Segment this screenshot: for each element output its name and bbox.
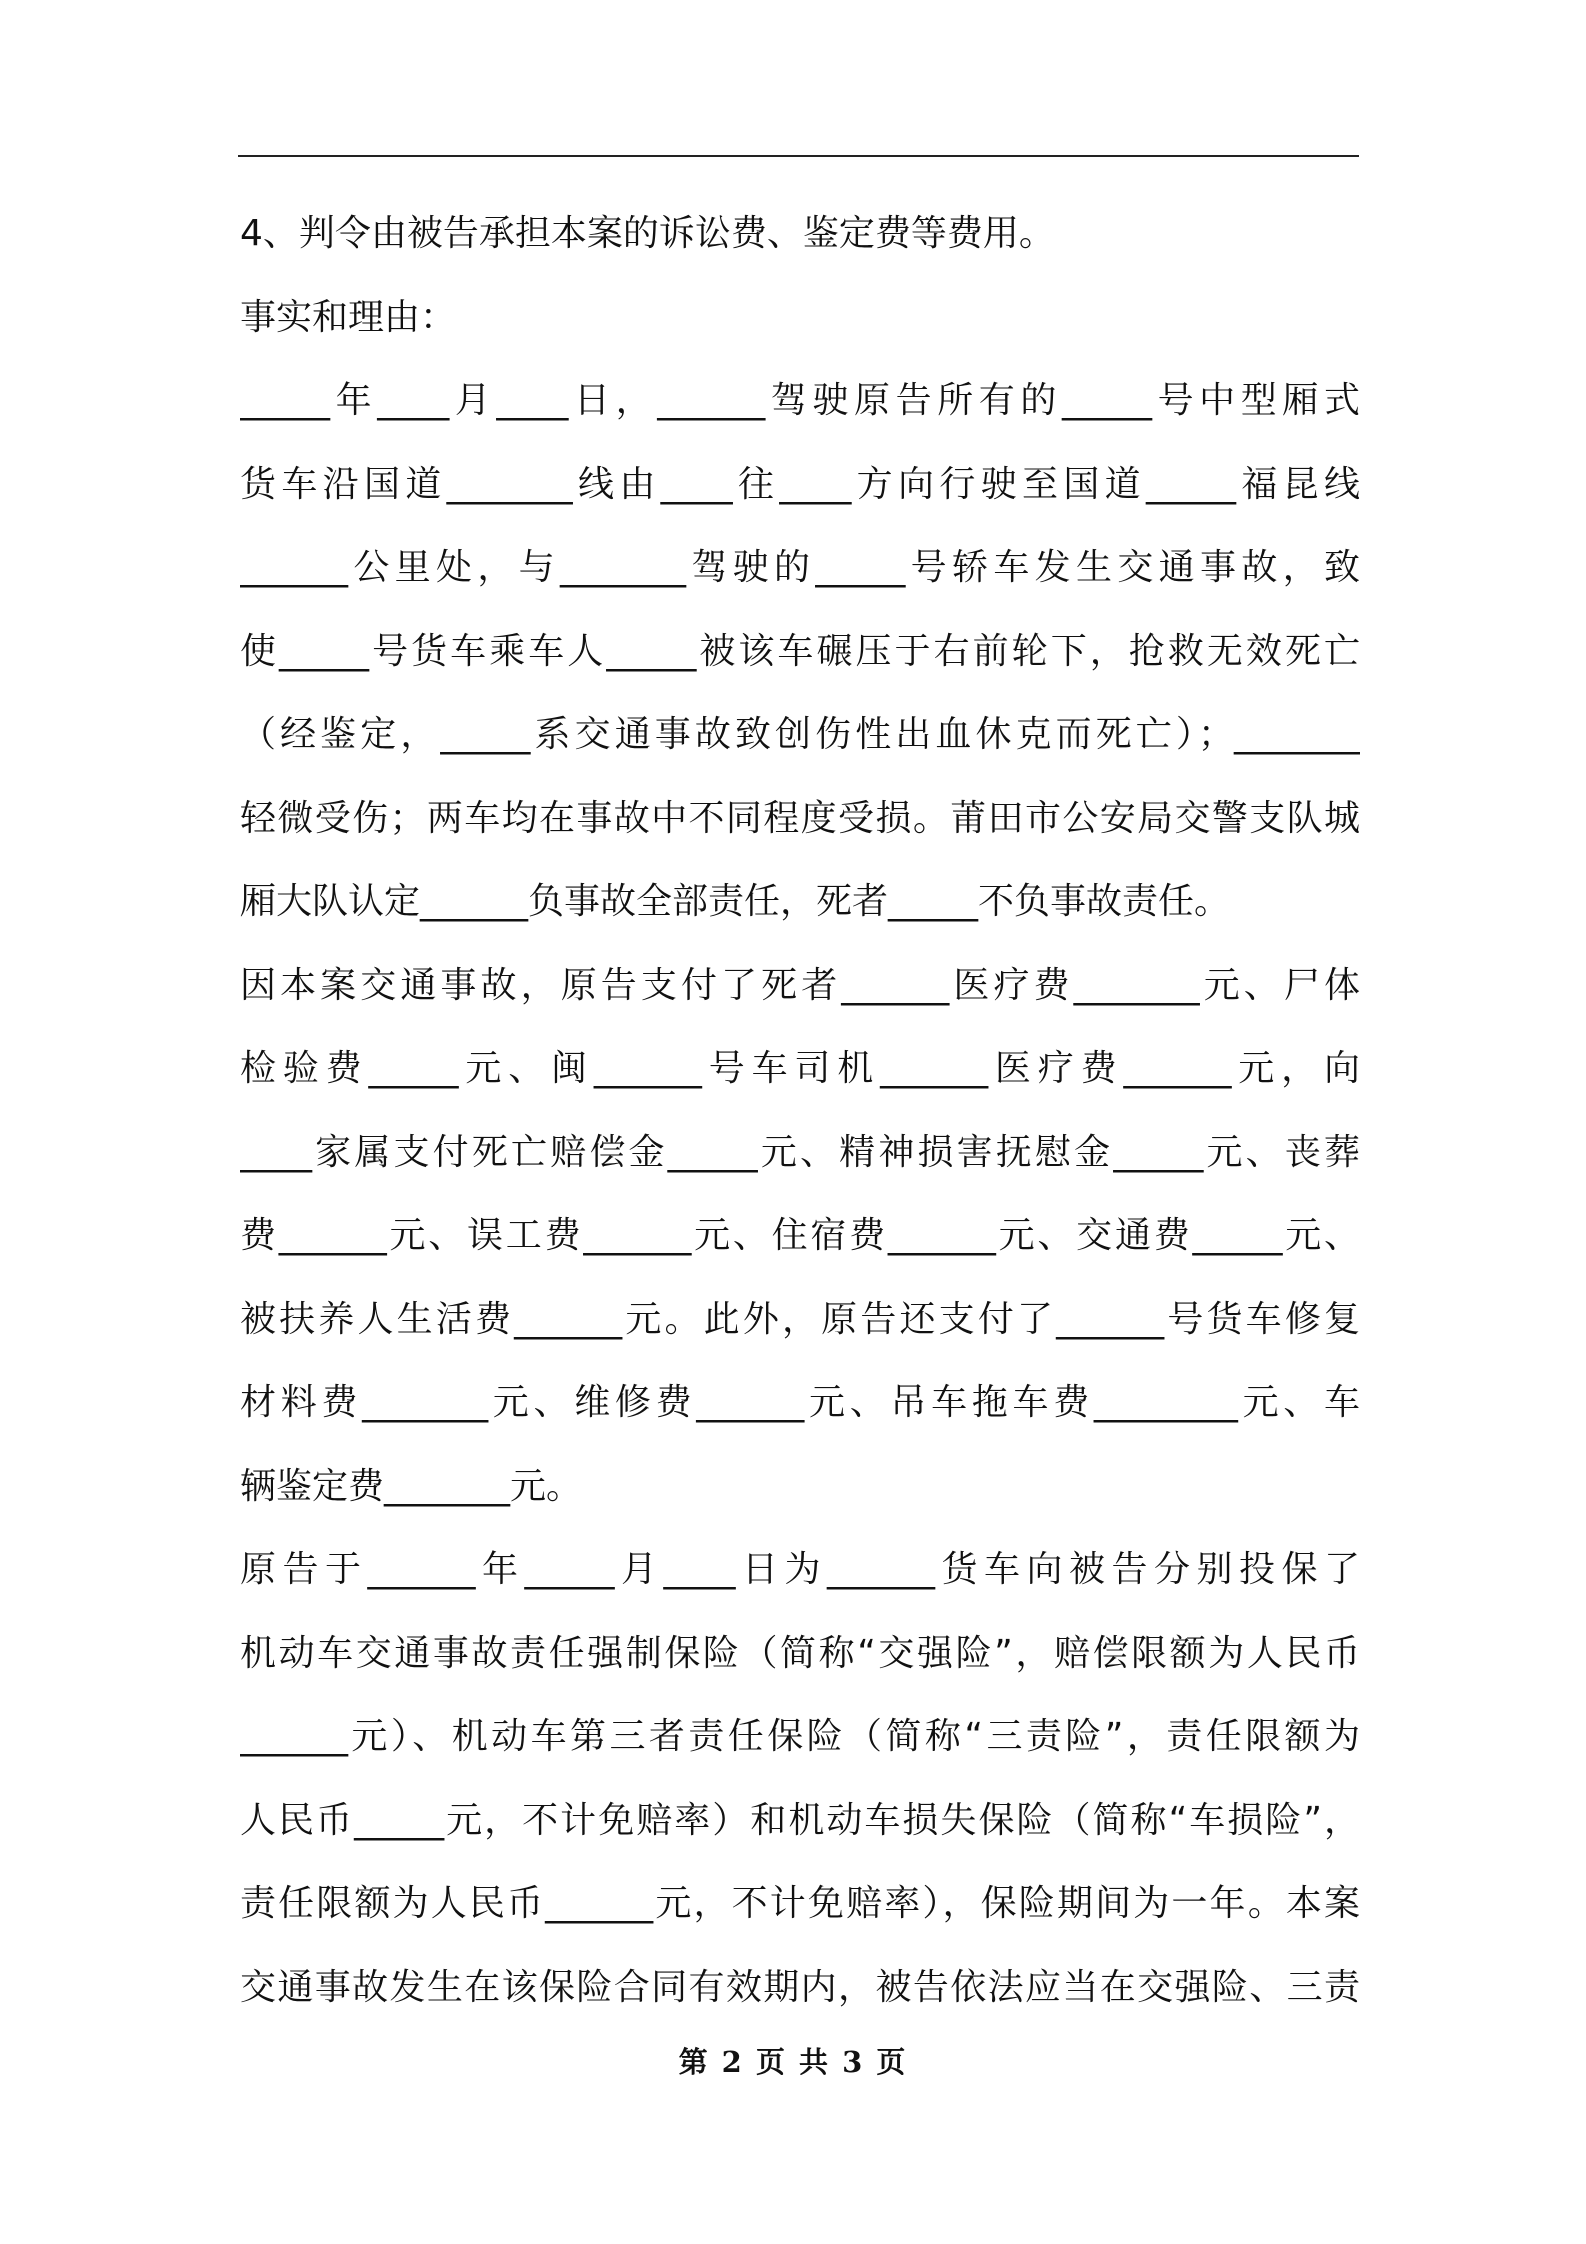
text-line: 交通事故发生在该保险合同有效期内，被告依法应当在交强险、三责 — [240, 1966, 1360, 2008]
text-line: 人民币_____元，不计免赔率）和机动车损失保险（简称“车损险”， — [240, 1799, 1360, 1841]
text-line: _____年____月____日，______驾驶原告所有的_____号中型厢式 — [240, 380, 1360, 421]
page-number: 第 2 页 共 3 页 — [678, 2045, 908, 2079]
text-line: 检验费_____元、闽______号车司机______医疗费______元，向 — [240, 1048, 1360, 1089]
text-line: 材料费_______元、维修费______元、吊车拖车费________元、车 — [240, 1382, 1360, 1423]
text-line: 厢大队认定______负事故全部责任，死者_____不负事故责任。 — [240, 881, 1231, 922]
text-line: 轻微受伤；两车均在事故中不同程度受损。莆田市公安局交警支队城 — [240, 797, 1360, 839]
text-line: ______公里处，与_______驾驶的_____号轿车发生交通事故，致 — [240, 547, 1360, 588]
text-line: 4、判令由被告承担本案的诉讼费、鉴定费等费用。 — [240, 213, 1055, 254]
text-line: 原告于______年_____月____日为______货车向被告分别投保了 — [240, 1549, 1360, 1590]
text-line: 被扶养人生活费______元。此外，原告还支付了______号货车修复 — [240, 1298, 1360, 1340]
text-line: ____家属支付死亡赔偿金_____元、精神损害抚慰金_____元、丧葬 — [240, 1131, 1360, 1173]
text-line: 辆鉴定费_______元。 — [240, 1465, 583, 1507]
text-line: 货车沿国道_______线由____往____方向行驶至国道_____福昆线 — [240, 463, 1360, 505]
text-line: 费______元、误工费______元、住宿费______元、交通费_____元、 — [240, 1215, 1360, 1256]
text-line: 机动车交通事故责任强制保险（简称“交强险”，赔偿限额为人民币 — [240, 1632, 1360, 1674]
text-line: 事实和理由： — [240, 296, 457, 338]
text-line: 使_____号货车乘车人_____被该车碾压于右前轮下，抢救无效死亡 — [240, 630, 1360, 672]
text-line: 责任限额为人民币______元，不计免赔率），保险期间为一年。本案 — [240, 1883, 1360, 1924]
text-line: 因本案交通事故，原告支付了死者______医疗费_______元、尸体 — [240, 964, 1360, 1006]
header-divider — [238, 155, 1359, 157]
document-body — [240, 192, 1360, 2029]
text-line: ______元）、机动车第三者责任保险（简称“三责险”，责任限额为 — [240, 1716, 1360, 1757]
text-line: （经鉴定，_____系交通事故致创伤性出血休克而死亡）；_______ — [240, 714, 1360, 755]
